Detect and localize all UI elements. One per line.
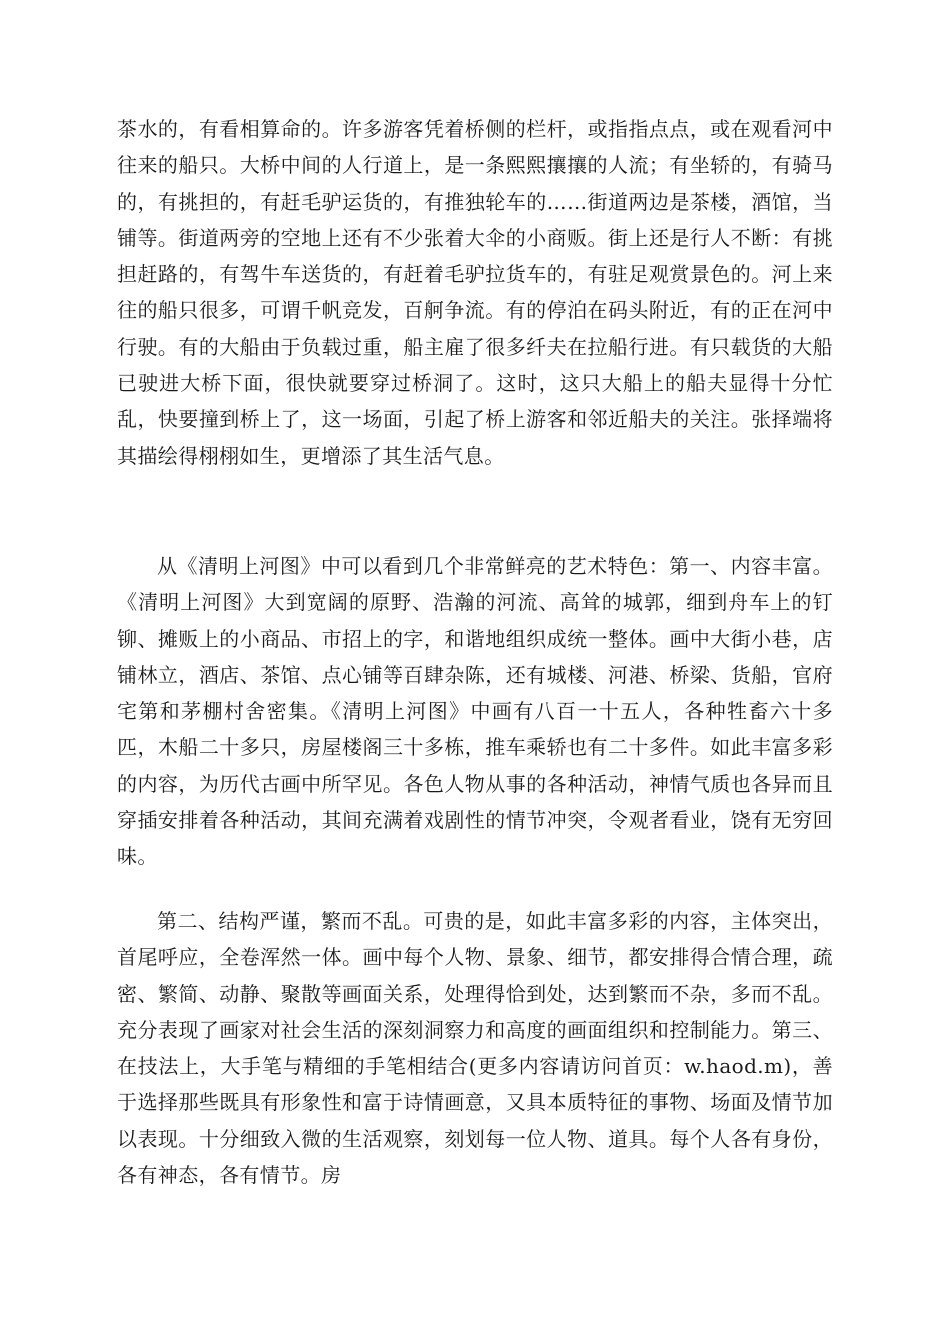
paragraph-art-features <box>117 548 833 875</box>
paragraph-2-text: 从《清明上河图》中可以看到几个非常鲜亮的艺术特色：第一、内容丰富。《清明上河图》大到宽阔的原野、浩瀚的河流、高耸的城郭，细到舟车上的钉铆、摊贩上的小商品、市招上的字，和谐地组织成统一整体。画中大街小巷，店铺林立，酒店、茶馆、点心铺等百肆杂陈，还有城楼、河港、桥梁、货船，官府宅第和茅棚村舍密集。《清明上河图》中画有八百一十五人，各种牲畜六十多匹，木船二十多只，房屋楼阁三十多栋，推车乘轿也有二十多件。如此丰富多彩的内容，为历代古画中所罕见。各色人物从事的各种活动，神情气质也各异而且穿插安排着各种活动，其间充满着戏剧性的情节冲突，令观者看业，饶有无穷回味。 <box>117 554 833 869</box>
paragraph-3-text: 第二、结构严谨，繁而不乱。可贵的是，如此丰富多彩的内容，主体突出，首尾呼应，全卷浑然一体。画中每个人物、景象、细节，都安排得合情合理，疏密、繁简、动静、聚散等画面关系，处理得恰到处，达到繁而不杂，多而不乱。充分表现了画家对社会生活的深刻洞察力和高度的画面组织和控制能力。第三、在技法上，大手笔与精细的手笔相结合(更多内容请访问首页：w.haod.m)，善于选择那些既具有形象性和富于诗情画意，又具本质特征的事物、场面及情节加以表现。十分细致入微的生活观察，刻划每一位人物、道具。每个人各有身份，各有神态，各有情节。房 <box>117 909 833 1188</box>
paragraph-1-text: 茶水的，有看相算命的。许多游客凭着桥侧的栏杆，或指指点点，或在观看河中往来的船只。大桥中间的人行道上，是一条熙熙攘攘的人流；有坐轿的，有骑马的，有挑担的，有赶毛驴运货的，有推独轮车的……街道两边是茶楼，酒馆，当铺等。街道两旁的空地上还有不少张着大伞的小商贩。街上还是行人不断：有挑担赶路的，有驾牛车送货的，有赶着毛驴拉货车的，有驻足观赏景色的。河上来往的船只很多，可谓千帆竞发，百舸争流。有的停泊在码头附近，有的正在河中行驶。有的大船由于负载过重，船主雇了很多纤夫在拉船行进。有只载货的大船已驶进大桥下面，很快就要穿过桥洞了。这时，这只大船上的船夫显得十分忙乱，快要撞到桥上了，这一场面，引起了桥上游客和邻近船夫的关注。张择端将其描绘得栩栩如生，更增添了其生活气息。 <box>117 117 833 468</box>
paragraph-continued <box>117 111 833 474</box>
paragraph-structure <box>117 903 833 1193</box>
